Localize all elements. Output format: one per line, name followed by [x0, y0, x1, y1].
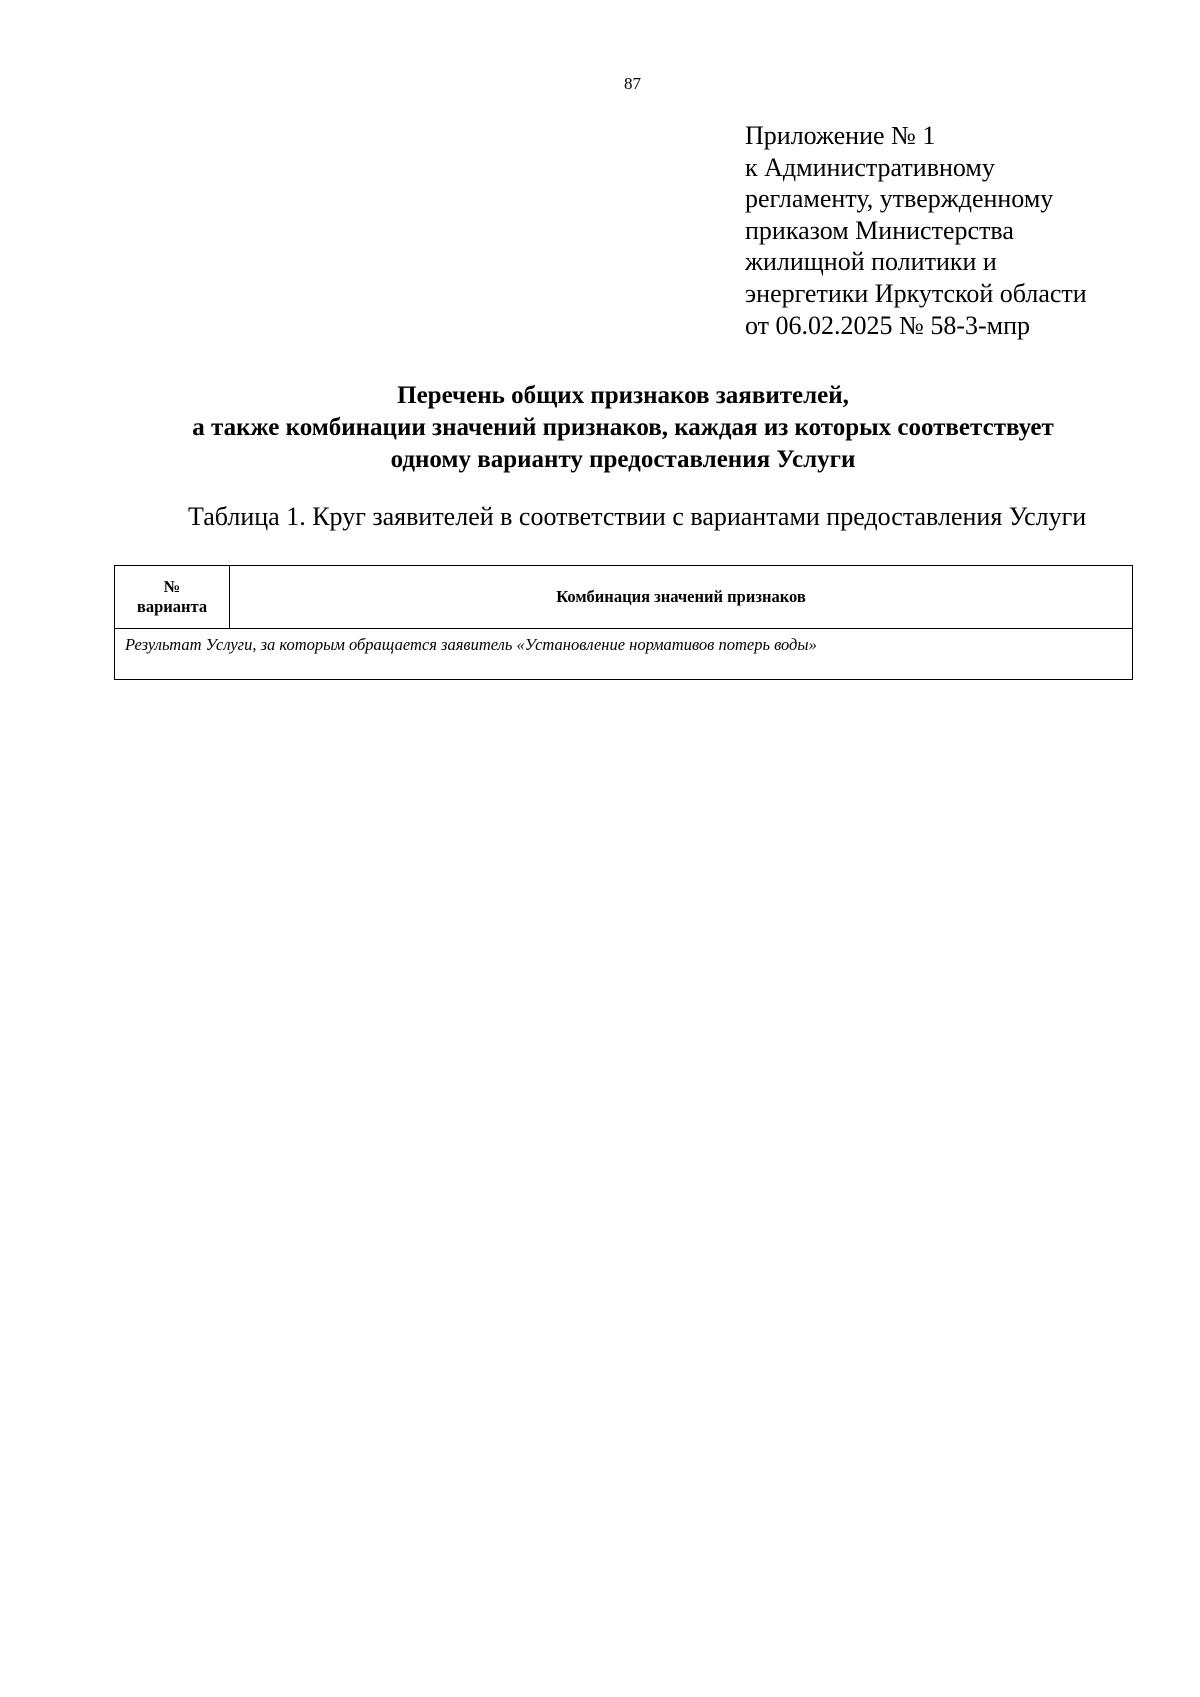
appendix-line: приказом Министерства — [745, 215, 1014, 245]
appendix-line: Приложение № 1 — [745, 121, 936, 150]
appendix-line: к Административному — [745, 152, 995, 182]
header-variant-number — [115, 566, 230, 629]
title-line: Перечень общих признаков заявителей, — [397, 382, 849, 409]
document-title — [114, 380, 1132, 476]
applicants-table — [114, 565, 1133, 680]
result-row-cell: Результат Услуги, за которым обращается заявитель «Установление нормативов потерь воды» — [115, 629, 1133, 680]
title-line: одному варианту предоставления Услуги — [390, 446, 856, 473]
appendix-line: энергетики Иркутской области — [745, 278, 1087, 308]
page-number: 87 — [624, 74, 641, 93]
title-line: а также комбинации значений признаков, каждая из которых соответствует — [192, 414, 1054, 441]
appendix-line: регламенту, утвержденному — [745, 184, 1054, 214]
header-combination: Комбинация значений признаков — [230, 566, 1133, 629]
appendix-reference — [745, 120, 1185, 341]
header-num-sign: № — [163, 577, 181, 596]
header-num-label: варианта — [136, 597, 208, 616]
appendix-line: жилищной политики и — [745, 247, 997, 277]
table-row — [115, 629, 1133, 680]
table-caption: Таблица 1. Круг заявителей в соответствии с вариантами предоставления Услуги — [188, 502, 1087, 531]
table-header-row — [115, 566, 1133, 629]
appendix-line: от 06.02.2025 № 58-3-мпр — [745, 310, 1031, 340]
